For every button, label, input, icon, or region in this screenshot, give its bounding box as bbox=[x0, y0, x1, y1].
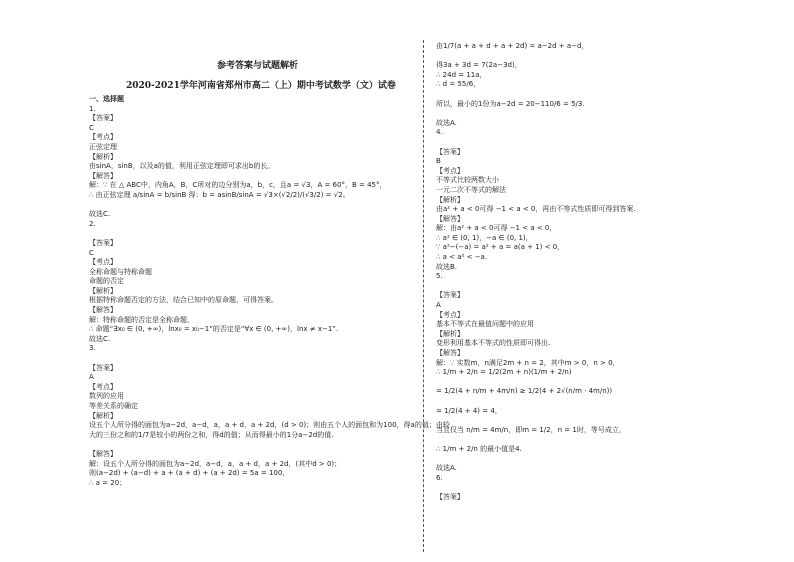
text-line: B bbox=[436, 157, 441, 166]
text-line: 【考点】 bbox=[89, 382, 117, 391]
text-line bbox=[89, 229, 409, 239]
text-line: 【解答】 bbox=[89, 306, 117, 315]
text-line: 所以，最小的1份为a−2d = 20−110/6 = 5/3. bbox=[436, 99, 585, 108]
document-title: 参考答案与试题解析 bbox=[217, 61, 299, 71]
text-line: = 1/2(4 + n/m + 4m/n) ≥ 1/2(4 + 2√(n/m · 4m/n)) bbox=[436, 387, 613, 396]
text-line: 当且仅当 n/m = 4m/n，即m = 1/2，n = 1时，等号成立， bbox=[436, 425, 626, 434]
text-line: A bbox=[436, 301, 441, 310]
text-line: 等差关系的确定 bbox=[89, 402, 138, 410]
text-line bbox=[436, 282, 736, 292]
text-line: 【解析】 bbox=[89, 152, 117, 161]
text-line: 【答案】 bbox=[436, 492, 464, 501]
text-line: 【考点】 bbox=[436, 310, 464, 319]
text-line bbox=[436, 455, 736, 465]
text-line: 【考点】 bbox=[436, 166, 464, 175]
text-line: 解：∵ 实数m，n满足2m + n = 2，其中m > 0，n > 0， bbox=[436, 358, 620, 367]
text-line bbox=[436, 109, 736, 119]
text-line: 由sinA，sinB，以及a的值，利用正弦定理即可求出b的长。 bbox=[89, 162, 275, 171]
right-column bbox=[436, 42, 736, 503]
text-line: 【答案】 bbox=[89, 363, 117, 372]
text-line: 【解析】 bbox=[89, 411, 117, 420]
text-line: 3. bbox=[89, 344, 96, 353]
text-line: 【解答】 bbox=[436, 214, 464, 223]
text-line: ∴ 由正弦定理 a/sinA = b/sinB 得：b = asinB/sinA = √3×(√2/2)/(√3/2) = √2。 bbox=[89, 190, 350, 199]
text-line: 一、选择题 bbox=[89, 95, 124, 103]
text-line: 数列的应用 bbox=[89, 392, 124, 401]
text-line: 由a² + a < 0可得 −1 < a < 0，再由不等式性质即可得到答案. bbox=[436, 205, 636, 214]
text-line: 【解析】 bbox=[436, 329, 464, 338]
text-line: 故选A. bbox=[436, 464, 457, 473]
text-line bbox=[436, 483, 736, 493]
text-line: 4. bbox=[436, 128, 443, 137]
text-line: ∴ a = 20； bbox=[89, 478, 127, 487]
text-line bbox=[436, 397, 736, 407]
exam-title: 2020-2021学年河南省郑州市高二（上）期中考试数学（文）试卷 bbox=[126, 81, 396, 91]
text-line: 基本不等式在最值问题中的应用 bbox=[436, 320, 534, 329]
text-line: 【答案】 bbox=[89, 114, 117, 123]
text-line: 设五个人所分得的面包为a−2d，a−d，a，a + d，a + 2d，(d > 0)；则由五个人的面包和为100，得a的值；由较 bbox=[89, 421, 450, 430]
text-line: 故选B. bbox=[436, 262, 458, 271]
text-line: ∴ 1/m + 2/n = 1/2(2m + n)(1/m + 2/n) bbox=[436, 368, 572, 377]
text-line bbox=[436, 435, 736, 445]
text-line: C bbox=[89, 248, 94, 257]
text-line: 【答案】 bbox=[436, 147, 464, 156]
text-line: 故选A. bbox=[436, 118, 457, 127]
text-line: 6. bbox=[436, 473, 443, 482]
text-line: 得3a + 3d = 7(2a−3d)， bbox=[436, 61, 522, 70]
text-line bbox=[436, 52, 736, 62]
text-line: = 1/2(4 + 4) = 4， bbox=[436, 406, 502, 415]
text-line: 解：设五个人所分得的面包为a−2d，a−d，a，a + d，a + 2d，(其中d > 0)； bbox=[89, 459, 342, 468]
text-line: 故选C. bbox=[89, 334, 111, 343]
text-line bbox=[436, 416, 736, 426]
text-line: ∴ 命题“∃x₀ ∈ (0, +∞)，lnx₀ = x₀−1”的否定是“∀x ∈ (0, +∞)，lnx ≠ x−1”. bbox=[89, 325, 339, 334]
text-line: 【答案】 bbox=[89, 238, 117, 247]
text-line bbox=[89, 354, 409, 364]
text-line: 根据特称命题否定的方法，结合已知中的原命题，可得答案。 bbox=[89, 296, 278, 305]
text-line: ∴ 1/m + 2/n 的最小值是4. bbox=[436, 444, 522, 453]
text-line: 【解答】 bbox=[89, 171, 117, 180]
text-line bbox=[436, 90, 736, 100]
text-line: ∴ a² ∈ (0, 1)，−a ∈ (0, 1)， bbox=[436, 233, 533, 242]
text-line: 大的三份之和的1/7是较小的两份之和，得d的值；从而得最小的1分a−2d的值. bbox=[89, 430, 334, 439]
text-line: 解：特称命题的否定是全称命题， bbox=[89, 315, 194, 324]
text-line bbox=[89, 201, 409, 211]
text-line: C bbox=[89, 123, 94, 132]
text-line: ∴ a < a² < −a. bbox=[436, 253, 488, 262]
text-line: ∴ d = 55/6， bbox=[436, 80, 481, 89]
text-line: 5. bbox=[436, 272, 443, 281]
text-line: ∵ a²−(−a) = a² + a = a(a + 1) < 0， bbox=[436, 243, 565, 252]
text-line: 正弦定理 bbox=[89, 142, 117, 151]
text-line: 1. bbox=[89, 104, 96, 113]
text-line: A bbox=[89, 373, 94, 382]
text-line: 【解答】 bbox=[436, 349, 464, 357]
text-line: 2. bbox=[89, 219, 96, 228]
text-line: 【解析】 bbox=[436, 195, 464, 204]
text-line bbox=[89, 440, 409, 450]
text-line: 故选C. bbox=[89, 210, 111, 219]
text-line: 由1/7(a + a + d + a + 2d) = a−2d + a−d， bbox=[436, 42, 589, 50]
column-divider bbox=[423, 40, 424, 552]
text-line: 一元二次不等式的解法 bbox=[436, 185, 506, 194]
text-line: 【考点】 bbox=[89, 258, 117, 267]
text-line bbox=[436, 378, 736, 388]
text-line: 命题的否定 bbox=[89, 277, 124, 286]
text-line: 【解析】 bbox=[89, 286, 117, 295]
text-line: 变形利用基本不等式的性质即可得出. bbox=[436, 339, 551, 348]
text-line: 解：∵ 在 △ ABC中，内角A，B，C所对的边分别为a，b，c，且a = √3，A = 60°，B = 45°， bbox=[89, 181, 387, 190]
text-line: 【答案】 bbox=[436, 291, 464, 300]
text-line: 【解答】 bbox=[89, 449, 117, 458]
text-line: 解：由a² + a < 0可得 −1 < a < 0， bbox=[436, 224, 557, 233]
text-line: ∴ 24d = 11a， bbox=[436, 70, 487, 79]
text-line: 【考点】 bbox=[89, 133, 117, 142]
text-line bbox=[436, 138, 736, 148]
text-line: 不等式比较两数大小 bbox=[436, 176, 499, 185]
text-line: 则(a−2d) + (a−d) + a + (a + d) + (a + 2d) = 5a = 100， bbox=[89, 469, 290, 478]
text-line: 全称命题与特称命题 bbox=[89, 267, 152, 276]
